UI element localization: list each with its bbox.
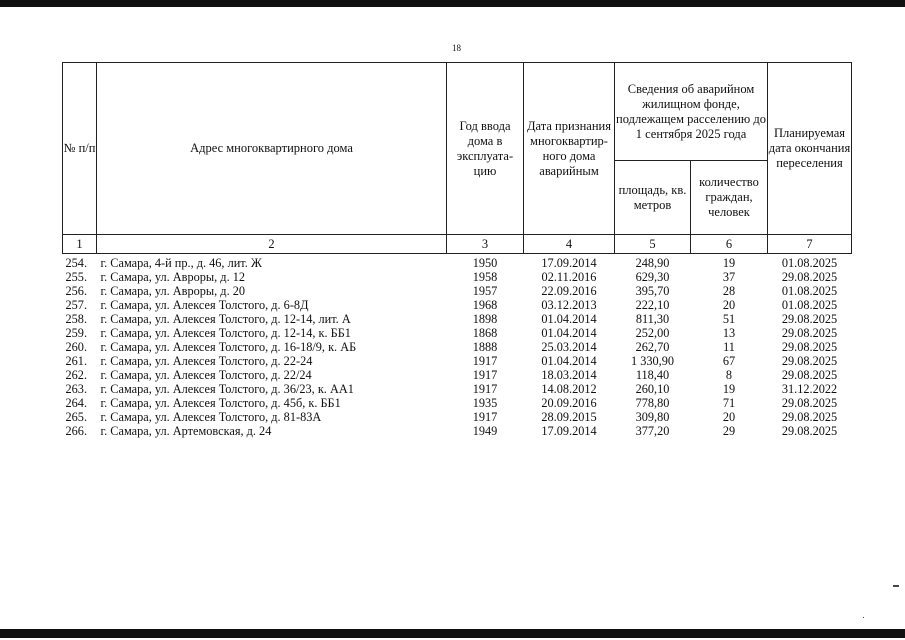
row-planned-date: 29.08.2025 [781,354,838,368]
row-recognition-date: 20.09.2016 [541,396,597,410]
row-recognition-date: 14.08.2012 [541,382,597,396]
row-area: 778,80 [635,396,670,410]
column-numbers-row [63,235,852,254]
row-year: 1898 [472,312,498,326]
row-address: г. Самара, ул. Алексея Толстого, д. 45б, к. ББ1 [100,396,341,410]
scan-speck [893,585,899,587]
row-year: 1917 [472,382,498,396]
row-recognition-date: 03.12.2013 [541,298,597,312]
row-planned-date: 01.08.2025 [781,284,838,298]
row-year: 1968 [472,298,498,312]
row-recognition-date: 28.09.2015 [541,410,597,424]
row-number: 266. [65,424,88,438]
row-recognition-date: 17.09.2014 [541,256,597,270]
row-address: г. Самара, ул. Авроры, д. 12 [100,270,246,284]
table-row [63,326,852,340]
row-address: г. Самара, ул. Алексея Толстого, д. 22-24 [100,354,313,368]
column-number: 3 [447,235,524,254]
row-area: 377,20 [635,424,670,438]
row-year: 1950 [472,256,498,270]
row-number: 264. [65,396,88,410]
row-people-count: 19 [722,382,736,396]
row-address: г. Самара, ул. Алексея Толстого, д. 12-14, лит. А [100,312,351,326]
row-area: 811,30 [635,312,670,326]
scan-top-border [0,0,905,7]
table-row [63,340,852,354]
row-people-count: 8 [725,368,733,382]
row-address: г. Самара, ул. Авроры, д. 20 [100,284,246,298]
column-number: 6 [691,235,768,254]
row-planned-date: 01.08.2025 [781,298,838,312]
row-number: 262. [65,368,88,382]
emergency-housing-table [62,62,852,438]
row-address: г. Самара, ул. Алексея Толстого, д. 16-18/9, к. АБ [100,340,357,354]
row-area: 222,10 [635,298,670,312]
row-people-count: 20 [722,298,736,312]
row-people-count: 37 [722,270,736,284]
row-number: 255. [65,270,88,284]
row-address: г. Самара, ул. Алексея Толстого, д. 6-8Д [100,298,309,312]
row-number: 261. [65,354,88,368]
table-header [63,63,852,254]
row-year: 1888 [472,340,498,354]
row-address: г. Самара, ул. Алексея Толстого, д. 22/24 [100,368,312,382]
scan-bottom-border [0,629,905,638]
table-row [63,410,852,424]
row-area: 395,70 [635,284,670,298]
table-row [63,396,852,410]
row-year: 1949 [472,424,498,438]
table-row [63,270,852,284]
row-address: г. Самара, ул. Алексея Толстого, д. 36/23, к. АА1 [100,382,354,396]
page-number: 18 [452,43,461,53]
row-year: 1957 [472,284,498,298]
row-number: 254. [65,256,88,270]
row-year: 1917 [472,368,498,382]
row-number: 258. [65,312,88,326]
row-recognition-date: 01.04.2014 [541,354,597,368]
table-row [63,284,852,298]
header-address: Адрес многоквартирного дома [97,63,447,235]
row-planned-date: 29.08.2025 [781,270,838,284]
row-address: г. Самара, ул. Алексея Толстого, д. 12-14, к. ББ1 [100,326,351,340]
row-number: 260. [65,340,88,354]
row-year: 1917 [472,410,498,424]
row-area: 248,90 [635,256,670,270]
row-year: 1868 [472,326,498,340]
scan-speck [863,617,864,618]
row-planned-date: 29.08.2025 [781,340,838,354]
row-area: 1 330,90 [630,354,675,368]
header-area: площадь, кв. метров [615,161,691,235]
header-planned: Планируемая дата окончания переселения [768,63,852,235]
table-row [63,424,852,438]
row-year: 1935 [472,396,498,410]
row-recognition-date: 17.09.2014 [541,424,597,438]
row-people-count: 51 [722,312,736,326]
row-planned-date: 29.08.2025 [781,424,838,438]
row-recognition-date: 25.03.2014 [541,340,597,354]
row-area: 118,40 [635,368,670,382]
row-people-count: 67 [722,354,736,368]
table-row [63,298,852,312]
row-address: г. Самара, ул. Алексея Толстого, д. 81-83А [100,410,322,424]
table-row [63,312,852,326]
row-people-count: 19 [722,256,736,270]
table-row [63,254,852,271]
row-number: 256. [65,284,88,298]
row-planned-date: 01.08.2025 [781,256,838,270]
row-area: 252,00 [635,326,670,340]
row-planned-date: 29.08.2025 [781,368,838,382]
row-number: 259. [65,326,88,340]
row-recognition-date: 02.11.2016 [541,270,597,284]
column-number: 2 [97,235,447,254]
row-planned-date: 31.12.2022 [781,382,838,396]
row-area: 629,30 [635,270,670,284]
row-address: г. Самара, 4-й пр., д. 46, лит. Ж [100,256,262,270]
row-people-count: 11 [723,340,735,354]
row-address: г. Самара, ул. Артемовская, д. 24 [100,424,272,438]
row-recognition-date: 01.04.2014 [541,326,597,340]
column-number: 7 [768,235,852,254]
row-people-count: 29 [722,424,736,438]
row-people-count: 28 [722,284,736,298]
row-planned-date: 29.08.2025 [781,410,838,424]
table-body [63,254,852,439]
header-num: № п/п [63,63,97,235]
row-year: 1958 [472,270,498,284]
header-info: Сведения об аварийном жилищном фонде, подлежащем расселению до 1 сентября 2025 года [615,63,768,161]
row-recognition-date: 01.04.2014 [541,312,597,326]
row-area: 260,10 [635,382,670,396]
row-recognition-date: 22.09.2016 [541,284,597,298]
header-people: количество граждан, человек [691,161,768,235]
row-year: 1917 [472,354,498,368]
row-recognition-date: 18.03.2014 [541,368,597,382]
row-planned-date: 29.08.2025 [781,396,838,410]
row-number: 257. [65,298,88,312]
table-row [63,354,852,368]
row-people-count: 13 [722,326,736,340]
row-number: 263. [65,382,88,396]
column-number: 4 [524,235,615,254]
row-area: 309,80 [635,410,670,424]
table-row [63,382,852,396]
row-planned-date: 29.08.2025 [781,326,838,340]
row-planned-date: 29.08.2025 [781,312,838,326]
table-row [63,368,852,382]
row-number: 265. [65,410,88,424]
header-date: Дата признания многоквартир-ного дома аварийным [524,63,615,235]
row-area: 262,70 [635,340,670,354]
row-people-count: 71 [722,396,736,410]
row-people-count: 20 [722,410,736,424]
column-number: 1 [63,235,97,254]
column-number: 5 [615,235,691,254]
header-year: Год ввода дома в эксплуата-цию [447,63,524,235]
